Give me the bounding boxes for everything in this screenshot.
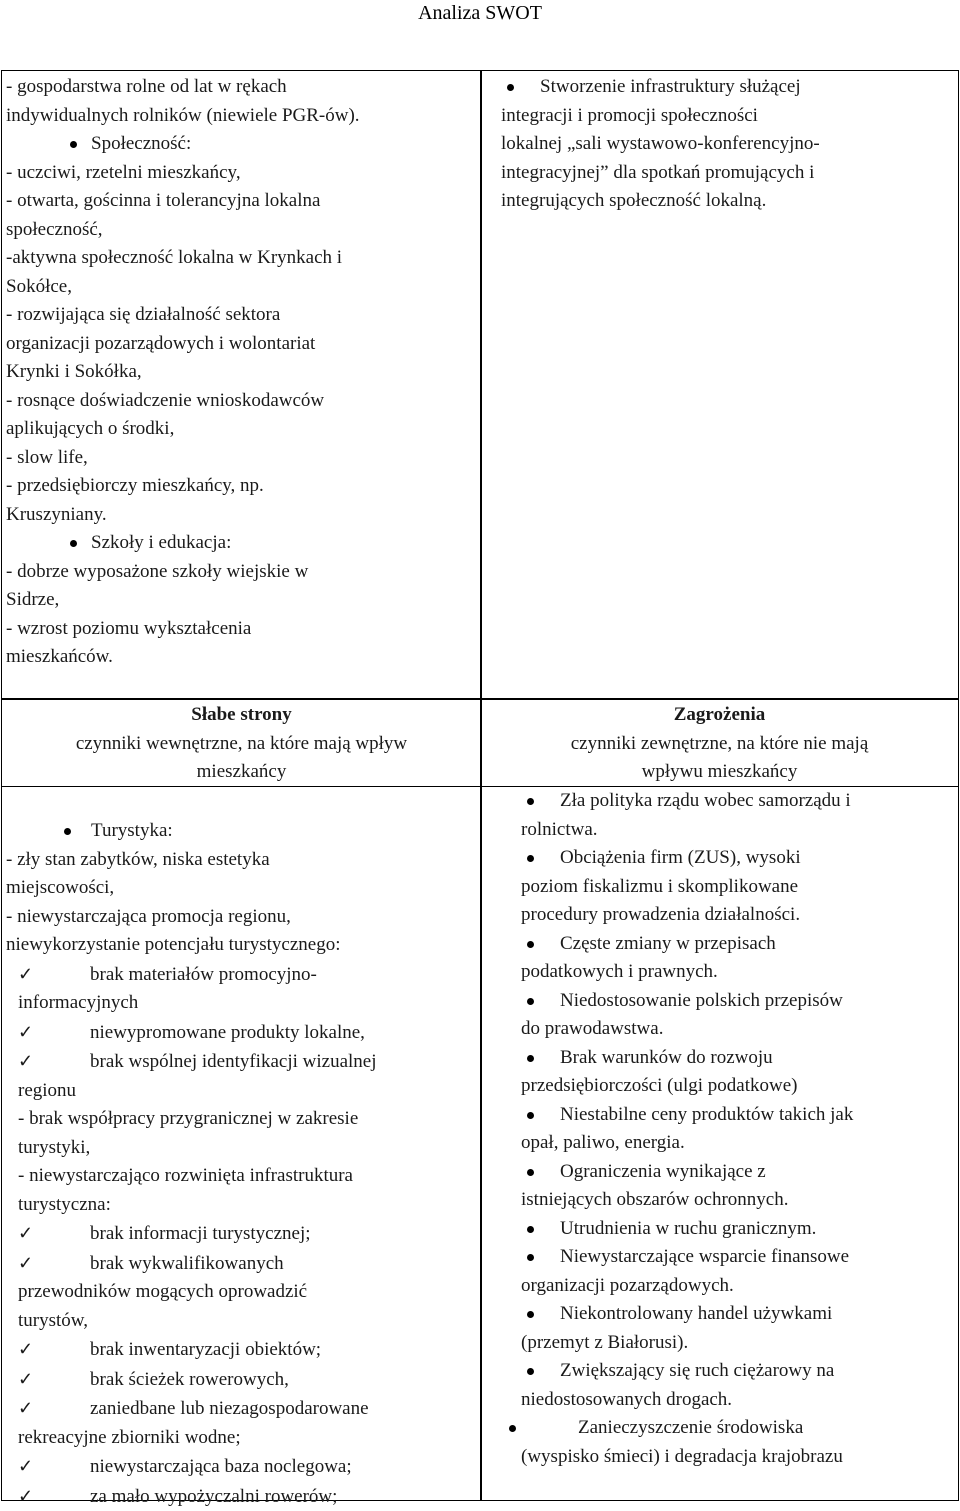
weaknesses-list: [6, 817, 477, 1511]
opportunities-cell: [480, 70, 959, 700]
threats-line-text: opał, paliwo, energia.: [521, 1132, 685, 1153]
threats-line-text: Obciążenia firm (ZUS), wysoki: [560, 847, 801, 868]
strengths_continued-line-text: - slow life,: [6, 447, 88, 468]
threats-line: [521, 1414, 954, 1443]
threats-line-text: Ograniczenia wynikające z: [560, 1161, 766, 1182]
strengths_continued-line: [6, 501, 477, 530]
page-title: Analiza SWOT: [0, 0, 960, 28]
bullet-icon: [70, 540, 77, 547]
strengths-list: [6, 73, 477, 672]
threats-line-text: organizacji pozarządowych.: [521, 1275, 734, 1296]
checkmark-icon: ✓: [18, 1452, 36, 1481]
weaknesses-line: [6, 1482, 477, 1511]
opportunities_continued-line: [501, 187, 954, 216]
threats-line-text: Częste zmiany w przepisach: [560, 933, 776, 954]
checkmark-icon: ✓: [18, 1394, 36, 1423]
weaknesses-line-text: przewodników mogących oprowadzić: [18, 1281, 307, 1302]
weaknesses-line: [6, 989, 477, 1018]
weaknesses-line-text: - niewystarczająca promocja regionu,: [6, 906, 291, 927]
strengths_continued-line: [6, 615, 477, 644]
threats-line: [521, 1186, 954, 1215]
weaknesses-line-text: niewypromowane produkty lokalne,: [90, 1022, 365, 1043]
strengths_continued-line-text: - uczciwi, rzetelni mieszkańcy,: [6, 162, 241, 183]
strengths_continued-line-text: indywidualnych rolników (niewiele PGR-ów).: [6, 105, 360, 126]
strengths_continued-line: [6, 273, 477, 302]
threats-line-text: Niewystarczające wsparcie finansowe: [560, 1246, 849, 1267]
threats-line: [521, 1129, 954, 1158]
threats-line-text: Niestabilne ceny produktów takich jak: [560, 1104, 853, 1125]
weaknesses-title: Słabe strony: [6, 701, 477, 730]
opportunities_continued-line: [501, 73, 954, 102]
weaknesses-line: [6, 1219, 477, 1249]
weaknesses-line-text: brak informacji turystycznej;: [90, 1223, 311, 1244]
opportunities_continued-line-text: Stworzenie infrastruktury służącej: [540, 76, 801, 97]
threats-line: [521, 1044, 954, 1073]
weaknesses-line-text: turystów,: [18, 1310, 88, 1331]
weaknesses-line-text: brak materiałów promocyjno-: [90, 964, 317, 985]
threats-line: [521, 930, 954, 959]
strengths_continued-line: [6, 358, 477, 387]
threats-line: [521, 958, 954, 987]
bullet-icon: [64, 828, 71, 835]
bullet-icon: [527, 1226, 534, 1233]
bullet-icon: [527, 941, 534, 948]
weaknesses-cell: [1, 698, 482, 1501]
weaknesses-line-text: turystyczna:: [18, 1194, 111, 1215]
threats-line-text: niedostosowanych drogach.: [521, 1389, 732, 1410]
weaknesses-line: [6, 1047, 477, 1077]
weaknesses-line: [6, 1452, 477, 1482]
bullet-icon: [527, 998, 534, 1005]
weaknesses-line: [6, 1365, 477, 1395]
threats-line: [521, 1215, 954, 1244]
weaknesses-line: [6, 817, 477, 846]
strengths_continued-line: [6, 529, 477, 558]
strengths_continued-line-text: Sokółce,: [6, 276, 72, 297]
strengths_continued-line-text: - rozwijająca się działalność sektora: [6, 304, 280, 325]
strengths_continued-line: [6, 130, 477, 159]
bullet-icon: [527, 855, 534, 862]
threats-line: [521, 1272, 954, 1301]
strengths_continued-line-text: - gospodarstwa rolne od lat w rękach: [6, 76, 287, 97]
strengths_continued-line-text: - wzrost poziomu wykształcenia: [6, 618, 251, 639]
strengths_continued-line-text: Społeczność:: [91, 133, 191, 154]
weaknesses-line: [6, 1077, 477, 1106]
strengths_continued-line: [6, 586, 477, 615]
threats-line-text: do prawodawstwa.: [521, 1018, 663, 1039]
weaknesses-line-text: za mało wypożyczalni rowerów;: [90, 1486, 337, 1507]
threats-line-text: podatkowych i prawnych.: [521, 961, 718, 982]
strengths_continued-line-text: społeczność,: [6, 219, 103, 240]
weaknesses-line: [6, 1278, 477, 1307]
strengths_continued-line-text: Krynki i Sokółka,: [6, 361, 142, 382]
strengths_continued-line: [6, 472, 477, 501]
weaknesses-line-text: regionu: [18, 1080, 76, 1101]
threats-subtitle-2: wpływu mieszkańcy: [485, 758, 954, 787]
weaknesses-line-text: informacyjnych: [18, 992, 138, 1013]
threats-line-text: Niedostosowanie polskich przepisów: [560, 990, 843, 1011]
strengths_continued-line-text: Kruszyniany.: [6, 504, 107, 525]
threats-line-text: rolnictwa.: [521, 819, 598, 840]
bullet-icon: [527, 1169, 534, 1176]
strengths_continued-line-text: organizacji pozarządowych i wolontariat: [6, 333, 315, 354]
threats-line: [521, 901, 954, 930]
weaknesses-line: [6, 1162, 477, 1191]
weaknesses-header-divider: [2, 786, 481, 787]
threats-line: [521, 1101, 954, 1130]
opportunities_continued-line: [501, 130, 954, 159]
threats-line-text: Zanieczyszczenie środowiska: [578, 1417, 803, 1438]
threats-line: [521, 844, 954, 873]
strengths_continued-line: [6, 73, 477, 102]
threats-cell: [480, 698, 959, 1501]
bullet-icon: [509, 1425, 516, 1432]
strengths_continued-line: [6, 102, 477, 131]
strengths_continued-line: [6, 444, 477, 473]
weaknesses-line-text: - brak współpracy przygranicznej w zakresie: [18, 1108, 358, 1129]
checkmark-icon: ✓: [18, 1365, 36, 1394]
strengths_continued-line: [6, 558, 477, 587]
threats-list: [521, 787, 954, 1471]
threats-line-text: istniejących obszarów ochronnych.: [521, 1189, 789, 1210]
bullet-icon: [527, 1055, 534, 1062]
threats-line-text: (przemyt z Białorusi).: [521, 1332, 688, 1353]
threats-line-text: (wyspisko śmieci) i degradacja krajobrazu: [521, 1446, 843, 1467]
threats-line-text: Niekontrolowany handel używkami: [560, 1303, 832, 1324]
strengths_continued-line: [6, 244, 477, 273]
threats-line: [521, 1357, 954, 1386]
threats-title: Zagrożenia: [485, 701, 954, 730]
bullet-icon: [527, 1368, 534, 1375]
threats-subtitle: czynniki zewnętrzne, na które nie mają: [485, 730, 954, 759]
opportunities-list: [501, 73, 954, 216]
weaknesses-line: [6, 1424, 477, 1453]
bullet-icon: [527, 1112, 534, 1119]
weaknesses-line-text: niewystarczająca baza noclegowa;: [90, 1456, 352, 1477]
bullet-icon: [507, 84, 514, 91]
weaknesses-line-text: zaniedbane lub niezagospodarowane: [90, 1398, 369, 1419]
threats-line: [521, 1158, 954, 1187]
weaknesses-line-text: - zły stan zabytków, niska estetyka: [6, 849, 270, 870]
threats-line-text: przedsiębiorczości (ulgi podatkowe): [521, 1075, 797, 1096]
strengths_continued-line: [6, 643, 477, 672]
checkmark-icon: ✓: [18, 1482, 36, 1511]
checkmark-icon: ✓: [18, 960, 36, 989]
weaknesses-line-text: miejscowości,: [6, 877, 114, 898]
opportunities_continued-line-text: integracji i promocji społeczności: [501, 105, 758, 126]
opportunities_continued-line-text: lokalnej „sali wystawowo-konferencyjno-: [501, 133, 820, 154]
strengths_continued-line-text: mieszkańców.: [6, 646, 113, 667]
weaknesses-line-text: turystyki,: [18, 1137, 90, 1158]
weaknesses-line: [6, 1018, 477, 1048]
weaknesses-line: [6, 931, 477, 960]
threats-line-text: Brak warunków do rozwoju: [560, 1047, 773, 1068]
weaknesses-line-text: brak wykwalifikowanych: [90, 1253, 284, 1274]
weaknesses-line-text: Turystyka:: [91, 820, 173, 841]
threats-line: [521, 816, 954, 845]
bullet-icon: [527, 1254, 534, 1261]
strengths_continued-line-text: -aktywna społeczność lokalna w Krynkach i: [6, 247, 342, 268]
threats-line: [521, 1015, 954, 1044]
bullet-icon: [70, 141, 77, 148]
strengths_continued-line: [6, 415, 477, 444]
threats-line: [521, 787, 954, 816]
strengths_continued-line: [6, 387, 477, 416]
strengths_continued-line-text: aplikujących o środki,: [6, 418, 174, 439]
bullet-icon: [527, 798, 534, 805]
strengths_continued-line: [6, 216, 477, 245]
strengths_continued-line: [6, 301, 477, 330]
threats-line-text: Zła polityka rządu wobec samorządu i: [560, 790, 851, 811]
weaknesses-line: [6, 1249, 477, 1279]
weaknesses-line: [6, 1105, 477, 1134]
weaknesses-line-text: brak wspólnej identyfikacji wizualnej: [90, 1051, 377, 1072]
threats-line: [521, 1329, 954, 1358]
threats-line-text: Utrudnienia w ruchu granicznym.: [560, 1218, 816, 1239]
weaknesses-line: [6, 903, 477, 932]
threats-line: [521, 1243, 954, 1272]
weaknesses-subtitle-2: mieszkańcy: [6, 758, 477, 787]
threats-line-text: Zwiększający się ruch ciężarowy na: [560, 1360, 834, 1381]
bullet-icon: [527, 1311, 534, 1318]
strengths_continued-line-text: - rosnące doświadczenie wnioskodawców: [6, 390, 324, 411]
weaknesses-line: [6, 1191, 477, 1220]
weaknesses-line: [6, 1307, 477, 1336]
threats-line: [521, 1300, 954, 1329]
weaknesses-line: [6, 1134, 477, 1163]
opportunities_continued-line: [501, 159, 954, 188]
opportunities_continued-line-text: integracyjnej” dla spotkań promujących i: [501, 162, 814, 183]
opportunities_continued-line-text: integrujących społeczność lokalną.: [501, 190, 766, 211]
weaknesses-line: [6, 960, 477, 990]
strengths_continued-line-text: - otwarta, gościnna i tolerancyjna lokalna: [6, 190, 320, 211]
checkmark-icon: ✓: [18, 1335, 36, 1364]
threats-line: [521, 1443, 954, 1472]
checkmark-icon: ✓: [18, 1018, 36, 1047]
strengths_continued-line-text: - dobrze wyposażone szkoły wiejskie w: [6, 561, 308, 582]
weaknesses-subtitle: czynniki wewnętrzne, na które mają wpływ: [6, 730, 477, 759]
threats-line-text: procedury prowadzenia działalności.: [521, 904, 800, 925]
weaknesses-line-text: brak ścieżek rowerowych,: [90, 1369, 289, 1390]
strengths_continued-line: [6, 330, 477, 359]
opportunities_continued-line: [501, 102, 954, 131]
checkmark-icon: ✓: [18, 1249, 36, 1278]
strengths_continued-line-text: Szkoły i edukacja:: [91, 532, 231, 553]
weaknesses-line: [6, 846, 477, 875]
checkmark-icon: ✓: [18, 1219, 36, 1248]
strengths_continued-line-text: - przedsiębiorczy mieszkańcy, np.: [6, 475, 264, 496]
weaknesses-line: [6, 1394, 477, 1424]
threats-line: [521, 987, 954, 1016]
threats-line-text: poziom fiskalizmu i skomplikowane: [521, 876, 798, 897]
threats-line: [521, 1072, 954, 1101]
weaknesses-line-text: - niewystarczająco rozwinięta infrastruktura: [18, 1165, 353, 1186]
weaknesses-line: [6, 874, 477, 903]
checkmark-icon: ✓: [18, 1047, 36, 1076]
weaknesses-line-text: brak inwentaryzacji obiektów;: [90, 1339, 321, 1360]
strengths_continued-line: [6, 187, 477, 216]
strengths_continued-line: [6, 159, 477, 188]
weaknesses-line: [6, 1335, 477, 1365]
strengths-cell: [1, 70, 482, 700]
threats-line: [521, 1386, 954, 1415]
strengths_continued-line-text: Sidrze,: [6, 589, 59, 610]
weaknesses-line-text: niewykorzystanie potencjału turystycznego:: [6, 934, 341, 955]
threats-line: [521, 873, 954, 902]
weaknesses-line-text: rekreacyjne zbiorniki wodne;: [18, 1427, 241, 1448]
